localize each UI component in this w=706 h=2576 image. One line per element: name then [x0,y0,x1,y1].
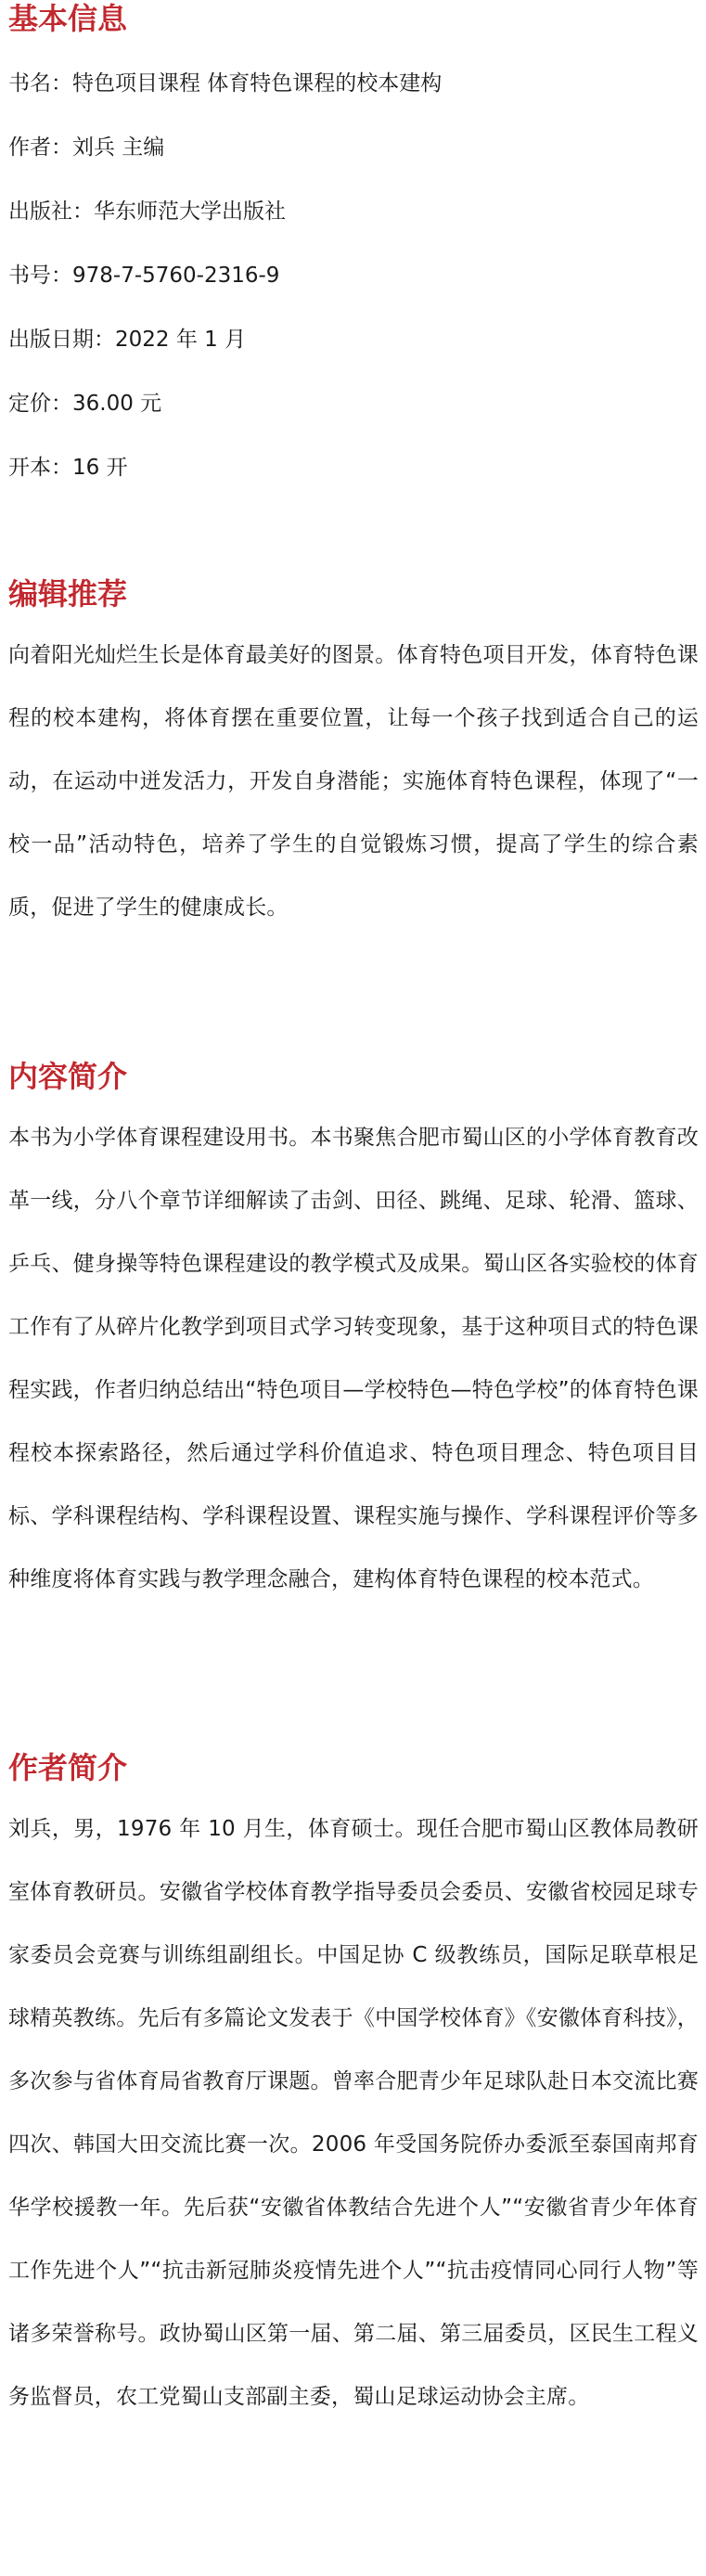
editor-recommendation-text: 向着阳光灿烂生长是体育最美好的图景。体育特色项目开发，体育特色课程的校本建构，将体育摆在重要位置，让每一个孩子找到适合自己的运动，在运动中迸发活力，开发自身潜能；实施体育特色课程，体现了“一校一品”活动特色，培养了学生的自觉锻炼习惯，提高了学生的综合素质，促进了学生的健康成长。 [8,643,699,920]
basic-info-title: 基本信息 [8,1,128,36]
author-intro-title: 作者简介 [8,1750,128,1785]
editor-recommendation-title: 编辑推荐 [8,576,128,612]
author-intro-text: 刘兵，男，1976 年 10 月生，体育硕士。现任合肥市蜀山区教体局教研室体育教研员。安徽省学校体育教学指导委员会委员、安徽省校园足球专家委员会竞赛与训练组副组长。中国足协 C 级教练员，国际足联草根足球精英教练。先后有多篇论文发表于《中国学校体育》《安徽体育科技》，多次参与省体育局省教育厅课题。曾率合肥青少年足球队赴日本交流比赛四次、韩国大田交流比赛一次。2006 年受国务院侨办委派至泰国南邦育华学校援教一年。先后获“安徽省体教结合先进个人”“安徽省青少年体育工作先进个人”“抗击新冠肺炎疫情先进个人”“抗击疫情同心同行人物”等诸多荣誉称号。政协蜀山区第一届、第二届、第三届委员，区民生工程义务监督员，农工党蜀山支部副主委，蜀山足球运动协会主席。 [8,1817,699,2409]
content-summary-text: 本书为小学体育课程建设用书。本书聚焦合肥市蜀山区的小学体育教育改革一线，分八个章节详细解读了击剑、田径、跳绳、足球、轮滑、篮球、乒乓、健身操等特色课程建设的教学模式及成果。蜀山区各实验校的体育工作有了从碎片化教学到项目式学习转变现象，基于这种项目式的特色课程实践，作者归纳总结出“特色项目—学校特色—特色学校”的体育特色课程校本探索路径，然后通过学科价值追求、特色项目理念、特色项目目标、学科课程结构、学科课程设置、课程实施与操作、学科课程评价等多种维度将体育实践与教学理念融合，建构体育特色课程的校本范式。 [8,1126,699,1591]
content-summary-title: 内容简介 [8,1059,128,1094]
info-publisher: 出版社：华东师范大学出版社 [8,200,286,224]
info-price: 定价：36.00 元 [8,392,162,416]
info-isbn: 书号：978-7-5760-2316-9 [8,264,280,288]
info-format: 开本：16 开 [8,456,128,480]
info-book-title: 书名：特色项目课程 体育特色课程的校本建构 [8,71,443,96]
info-publish-date: 出版日期：2022 年 1 月 [8,328,247,352]
info-author: 作者：刘兵 主编 [8,135,165,160]
